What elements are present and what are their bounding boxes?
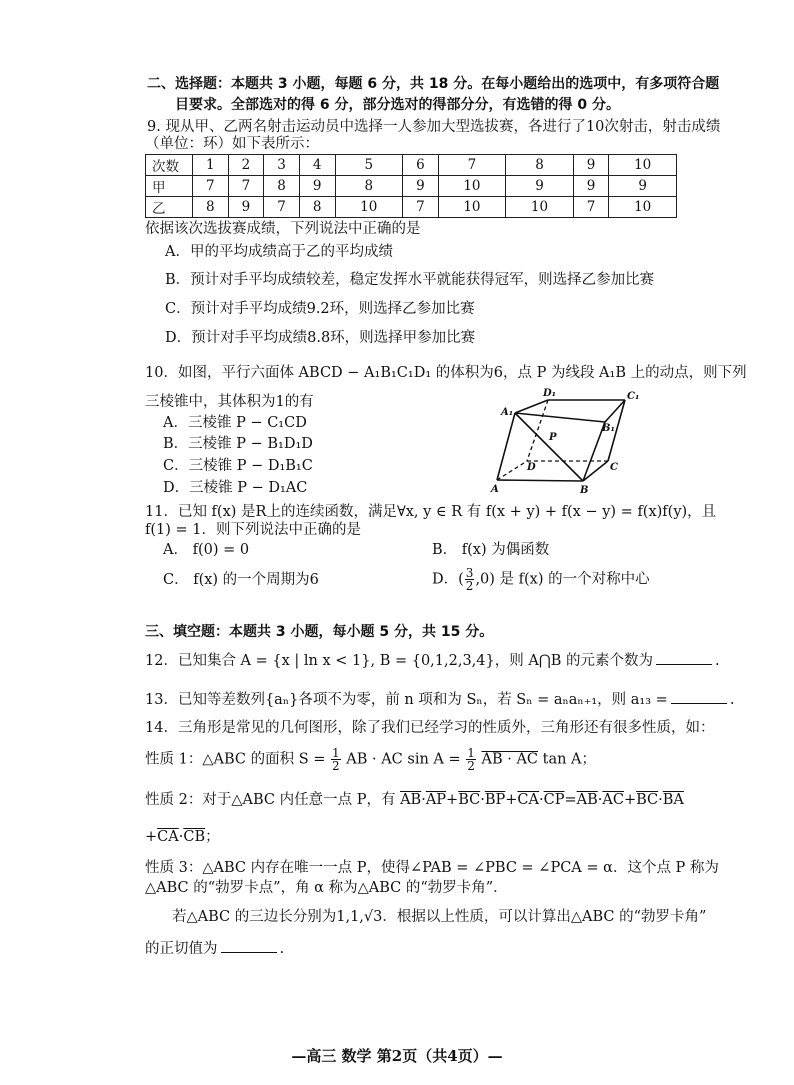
section2-heading-line2: 目要求。全部选对的得 6 分，部分选对的得部分分，有选错的得 0 分。 bbox=[175, 97, 620, 113]
section2-heading-line1: 二、选择题：本题共 3 小题，每题 6 分，共 18 分。在每小题给出的选项中，有多项符合题 bbox=[147, 76, 720, 92]
q14-question-line1: 若△ABC 的三边长分别为1,1,√3．根据以上性质，可以计算出△ABC 的“勃罗卡角” bbox=[172, 909, 707, 925]
answer-blank[interactable] bbox=[671, 689, 727, 704]
q13-stem: 13．已知等差数列{aₙ}各项不为零，前 n 项和为 Sₙ，若 Sₙ = aₙaₙ₊₁，则 a₁₃ = . bbox=[145, 689, 734, 710]
q14-question-line2: 的正切值为 . bbox=[145, 938, 284, 959]
q14-stem-line1: 14．三角形是常见的几何图形，除了我们已经学习的性质外，三角形还有很多性质，如： bbox=[145, 720, 715, 736]
answer-blank[interactable] bbox=[656, 650, 712, 665]
q9-score-table bbox=[145, 154, 677, 218]
q10-option-b: B．三棱锥 P − B₁D₁D bbox=[163, 436, 313, 452]
label-c1: C₁ bbox=[627, 391, 640, 402]
section3-heading: 三、填空题：本题共 3 小题，每小题 5 分，共 15 分。 bbox=[145, 624, 494, 640]
fraction-three-halves: $\frac{3}{2}$ bbox=[465, 566, 474, 593]
q14-property1: 性质 1：△ABC 的面积 S = $\frac{1}{2}$ AB · AC sin A = $\frac{1}{2}$ AB · AC tan A； bbox=[145, 746, 597, 773]
q10-option-c: C．三棱锥 P − D₁B₁C bbox=[163, 458, 313, 474]
answer-blank[interactable] bbox=[221, 938, 277, 953]
q11-option-a: A． f(0) = 0 bbox=[163, 542, 250, 558]
parallelepiped-figure bbox=[485, 385, 645, 497]
q9-option-d: D．预计对手平均成绩8.8环，则选择甲参加比赛 bbox=[165, 330, 476, 346]
q10-option-d: D．三棱锥 P − D₁AC bbox=[163, 480, 308, 496]
q10-option-a: A．三棱锥 P − C₁CD bbox=[163, 415, 307, 431]
page-footer: —高三 数学 第2页（共4页）— bbox=[291, 1047, 503, 1065]
fraction-one-half: $\frac{1}{2}$ bbox=[332, 746, 340, 773]
label-a: A bbox=[491, 484, 499, 495]
label-c: C bbox=[610, 462, 618, 473]
label-p: P bbox=[549, 432, 557, 443]
table-row: 乙 8 9 7 8 10 7 10 10 7 10 bbox=[146, 197, 677, 218]
label-d: D bbox=[527, 462, 536, 473]
q9-stem-line1: 9. 现从甲、乙两名射击运动员中选择一人参加大型选拔赛，各进行了10次射击，射击成绩 bbox=[147, 119, 721, 135]
label-b1: B₁ bbox=[602, 423, 615, 434]
q12-stem: 12．已知集合 A = {x | ln x < 1}, B = {0,1,2,3,4}，则 A⋂B 的元素个数为 . bbox=[145, 650, 720, 671]
label-a1: A₁ bbox=[501, 407, 514, 418]
table-row: 甲 7 7 8 9 8 9 10 9 9 9 bbox=[146, 176, 677, 197]
q10-stem-line1: 10．如图，平行六面体 ABCD − A₁B₁C₁D₁ 的体积为6，点 P 为线段 A₁B 上的动点，则下列 bbox=[145, 365, 747, 381]
q9-option-b: B．预计对手平均成绩较差，稳定发挥水平就能获得冠军，则选择乙参加比赛 bbox=[165, 272, 655, 288]
q11-option-b: B． f(x) 为偶函数 bbox=[432, 542, 550, 558]
q11-option-d: D．( $\frac{3}{2}$ ,0) 是 f(x) 的一个对称中心 bbox=[432, 566, 650, 593]
q14-property2-cont: $+\overline{CA}\cdot\overline{CB}$； bbox=[145, 829, 220, 845]
fraction-one-half: $\frac{1}{2}$ bbox=[467, 746, 475, 773]
q14-property3-line1: 性质 3：△ABC 内存在唯一一点 P，使得∠PAB = ∠PBC = ∠PCA = α．这个点 P 称为 bbox=[145, 860, 719, 876]
q11-stem-line2: f(1) = 1．则下列说法中正确的是 bbox=[145, 522, 361, 538]
q14-property3-line2: △ABC 的“勃罗卡点”，角 α 称为△ABC 的“勃罗卡角”． bbox=[145, 880, 508, 896]
label-d1: D₁ bbox=[543, 388, 557, 399]
label-b: B bbox=[580, 485, 589, 496]
q9-option-c: C．预计对手平均成绩9.2环，则选择乙参加比赛 bbox=[165, 301, 475, 317]
q11-stem-line1: 11．已知 f(x) 是R上的连续函数，满足∀x, y ∈ R 有 f(x + y) + f(x − y) = f(x)f(y)，且 bbox=[145, 504, 717, 520]
q9-option-a: A．甲的平均成绩高于乙的平均成绩 bbox=[165, 244, 393, 260]
table-row: 次数 1 2 3 4 5 6 7 8 9 10 bbox=[146, 155, 677, 176]
q9-prompt: 依据该次选拔赛成绩，下列说法中正确的是 bbox=[145, 221, 421, 237]
q14-property2: 性质 2：对于△ABC 内任意一点 P，有 $\overline{AB}\cdot\overline{AP}+\overline{BC}\cdot\overline{BP}+\overline{CA}\cdot\overline{CP}=\overline{AB}\cdot\overline{AC}+\overline{BC}\cdot\overline{BA}$ bbox=[145, 792, 684, 808]
q10-stem-line2: 三棱锥中，其体积为1的有 bbox=[145, 394, 314, 410]
q11-option-c: C． f(x) 的一个周期为6 bbox=[163, 572, 319, 588]
q9-stem-line2: （单位：环）如下表所示： bbox=[145, 136, 319, 152]
